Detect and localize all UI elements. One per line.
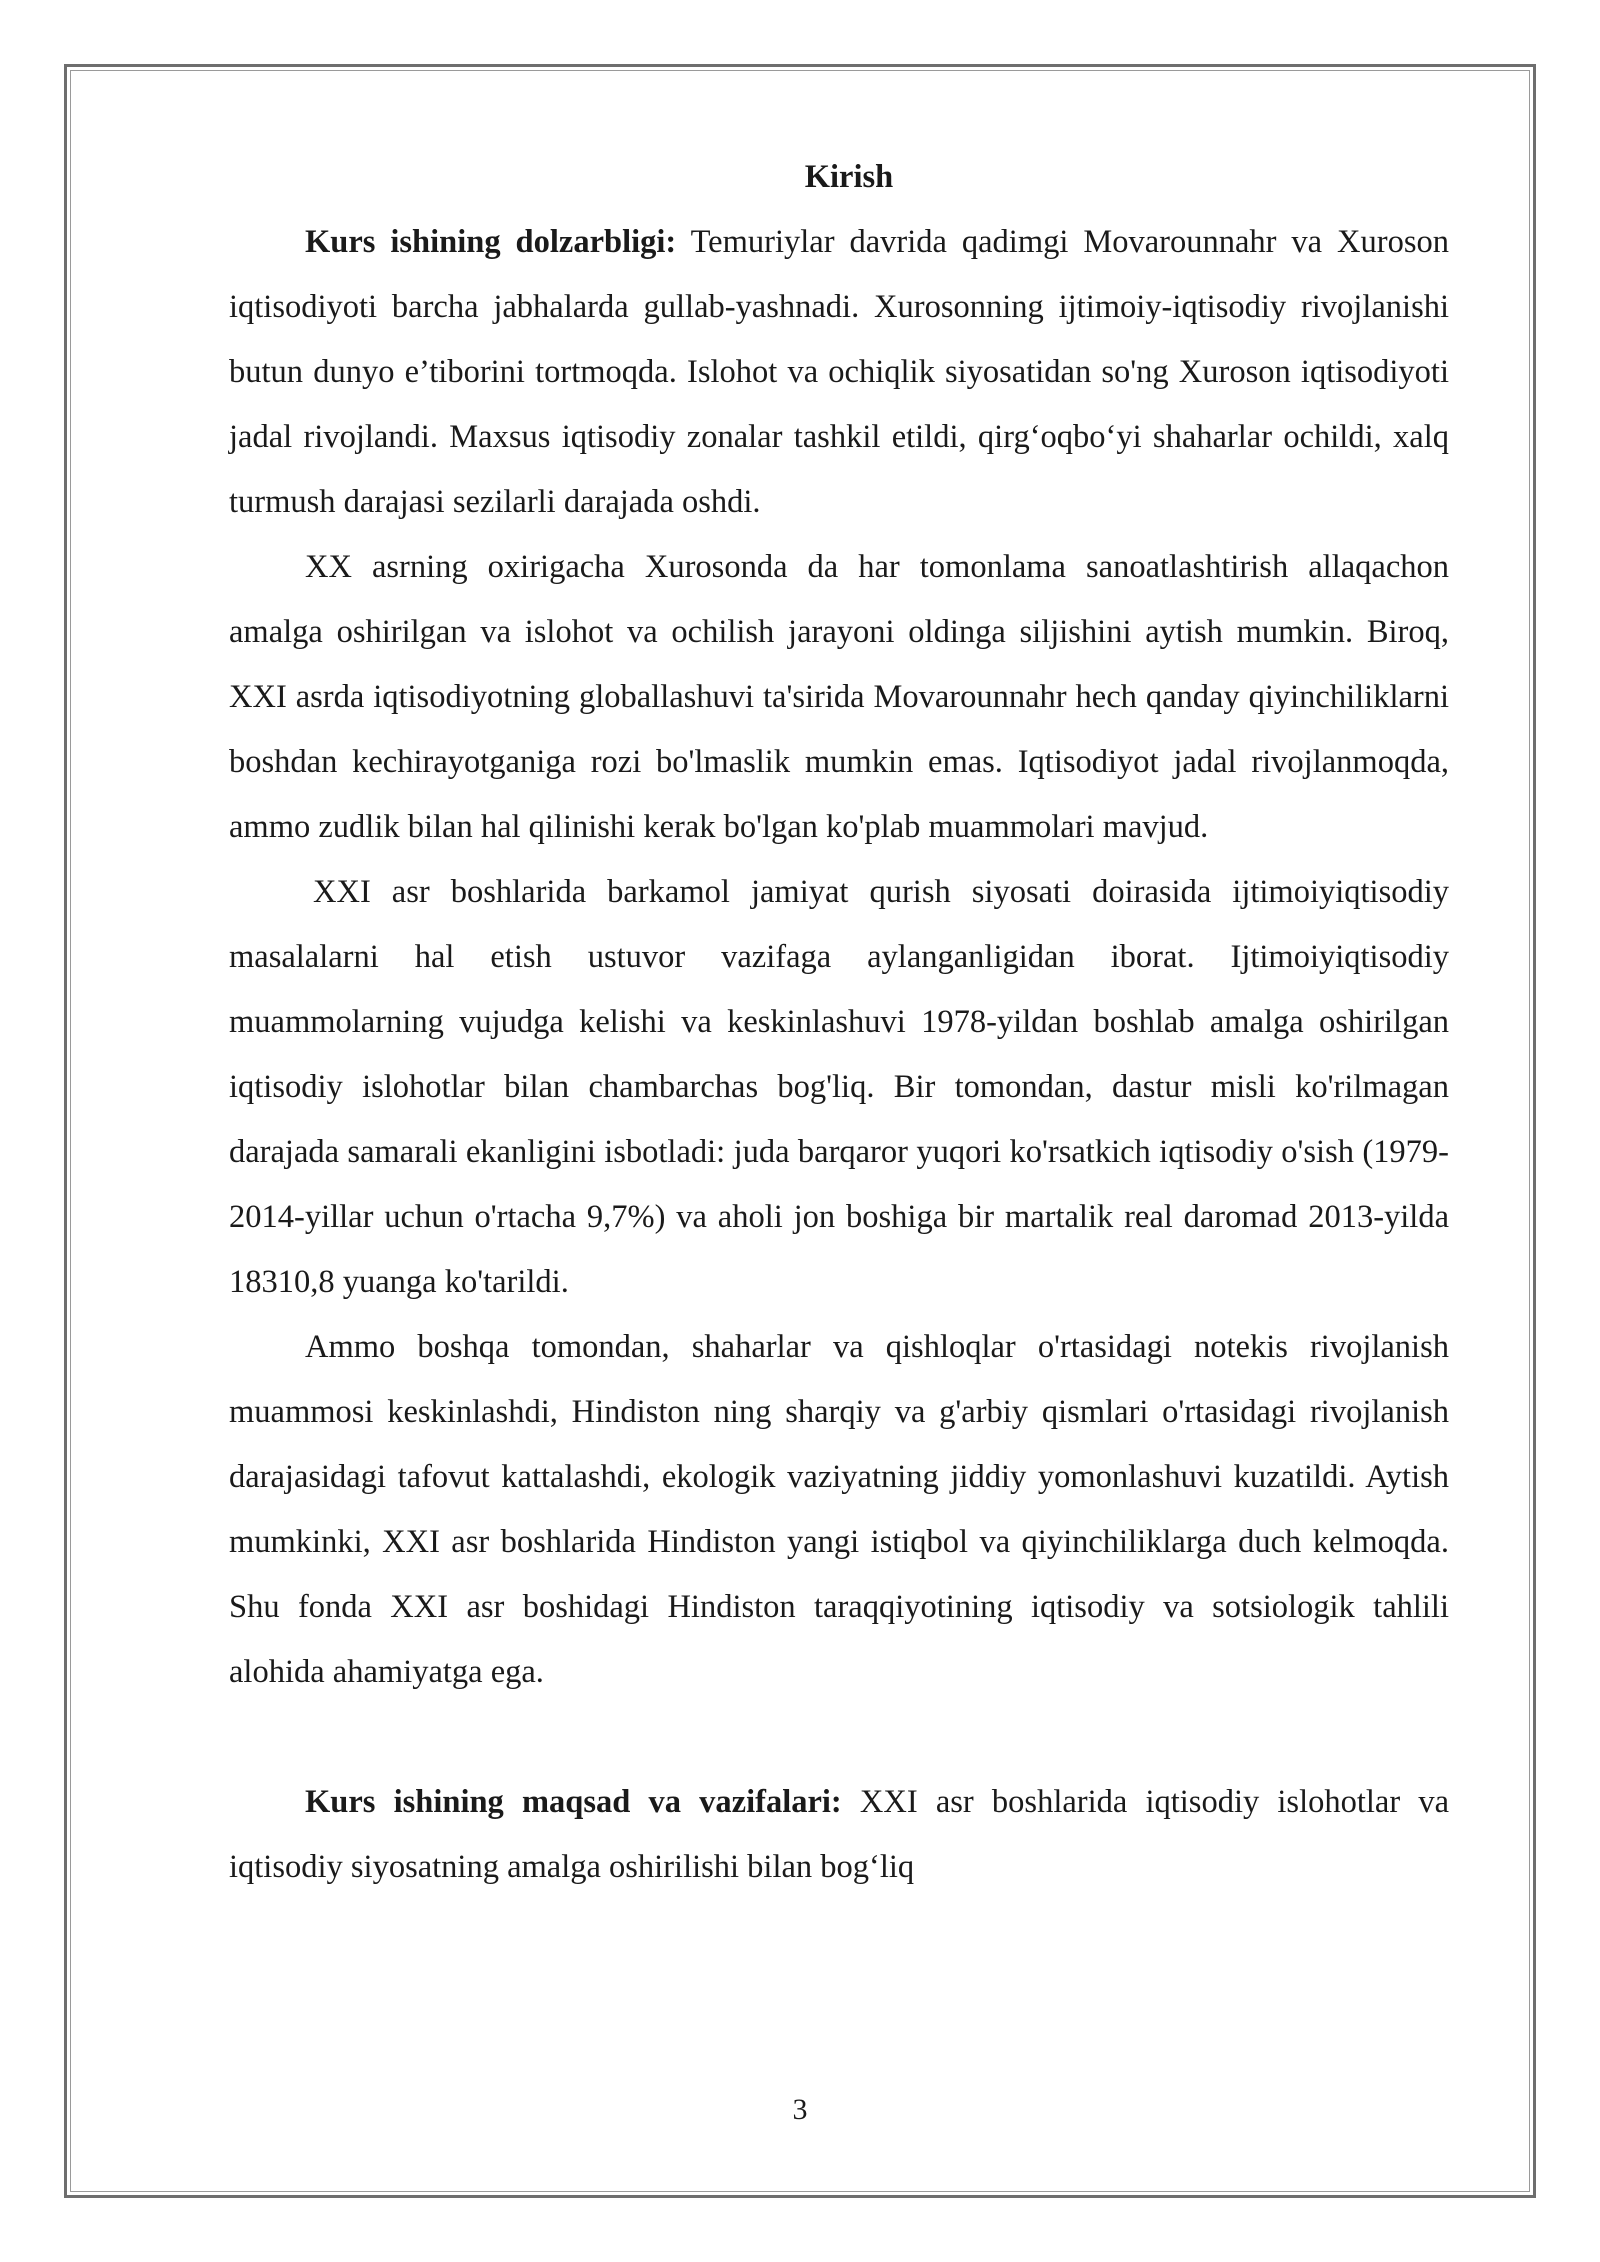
paragraph-text-other-side: Ammo boshqa tomondan, shaharlar va qishloqlar o'rtasidagi notekis rivojlanish muammosi keskinlashdi, Hindiston ning sharqiy va g'arbiy qismlari o'rtasidagi rivojlanish darajasidagi tafovut kattalashdi, ekologik vaziyatning jiddiy yomonlashuvi kuzatildi. Aytish mumkinki, XXI asr boshlarida Hindiston yangi istiqbol va qiyinchiliklarga duch kelmoqda. Shu fonda XXI asr boshidagi Hindiston taraqqiyotining iqtisodiy va sotsiologik tahlili alohida ahamiyatga ega. — [229, 1329, 1449, 1690]
paragraph-xxi-century — [229, 860, 1449, 1315]
paragraph-goals — [229, 1770, 1449, 1900]
page-number: 3 — [792, 2093, 808, 2126]
paragraph-text-xx-century: XX asrning oxirigacha Xurosonda da har tomonlama sanoatlashtirish allaqachon amalga oshirilgan va islohot va ochilish jarayoni oldinga siljishini aytish mumkin. Biroq, XXI asrda iqtisodiyotning globallashuvi ta'sirida Movarounnahr hech qanday qiyinchiliklarni boshdan kechirayotganiga rozi bo'lmaslik mumkin emas. Iqtisodiyot jadal rivojlanmoqda, ammo zudlik bilan hal qilinishi kerak bo'lgan ko'plab muammolari mavjud. — [229, 549, 1449, 845]
paragraph-relevance — [229, 210, 1449, 535]
paragraph-lead-goals: Kurs ishining maqsad va vazifalari: — [305, 1784, 842, 1820]
paragraph-text-relevance: Temuriylar davrida qadimgi Movarounnahr va Xuroson iqtisodiyoti barcha jabhalarda gullab-yashnadi. Xurosonning ijtimoiy-iqtisodiy rivojlanishi butun dunyo e’tiborini tortmoqda. Islohot va ochiqlik siyosatidan so'ng Xuroson iqtisodiyoti jadal rivojlandi. Maxsus iqtisodiy zonalar tashkil etildi, qirg‘oqbo‘yi shaharlar ochildi, xalq turmush darajasi sezilarli darajada oshdi. — [229, 224, 1449, 520]
paragraph-spacer — [229, 1705, 1449, 1770]
paragraph-lead-relevance: Kurs ishining dolzarbligi: — [305, 224, 677, 260]
section-title: Kirish — [804, 159, 894, 195]
paragraph-text-xxi-century: XXI asr boshlarida barkamol jamiyat qurish siyosati doirasida ijtimoiyiqtisodiy masalalarni hal etish ustuvor vazifaga aylanganligidan iborat. Ijtimoiyiqtisodiy muammolarning vujudga kelishi va keskinlashuvi 1978-yildan boshlab amalga oshirilgan iqtisodiy islohotlar bilan chambarchas bog'liq. Bir tomondan, dastur misli ko'rilmagan darajada samarali ekanligini isbotladi: juda barqaror yuqori ko'rsatkich iqtisodiy o'sish (1979-2014-yillar uchun o'rtacha 9,7%) va aholi jon boshiga bir martalik real daromad 2013-yilda 18310,8 yuanga ko'tarildi. — [229, 874, 1449, 1300]
document-body — [229, 145, 1449, 1900]
paragraph-other-side — [229, 1315, 1449, 1705]
paragraph-xx-century — [229, 535, 1449, 860]
paragraph-text-goals: XXI asr boshlarida iqtisodiy islohotlar va iqtisodiy siyosatning amalga oshirilishi bilan bog‘liq — [229, 1784, 1450, 1885]
